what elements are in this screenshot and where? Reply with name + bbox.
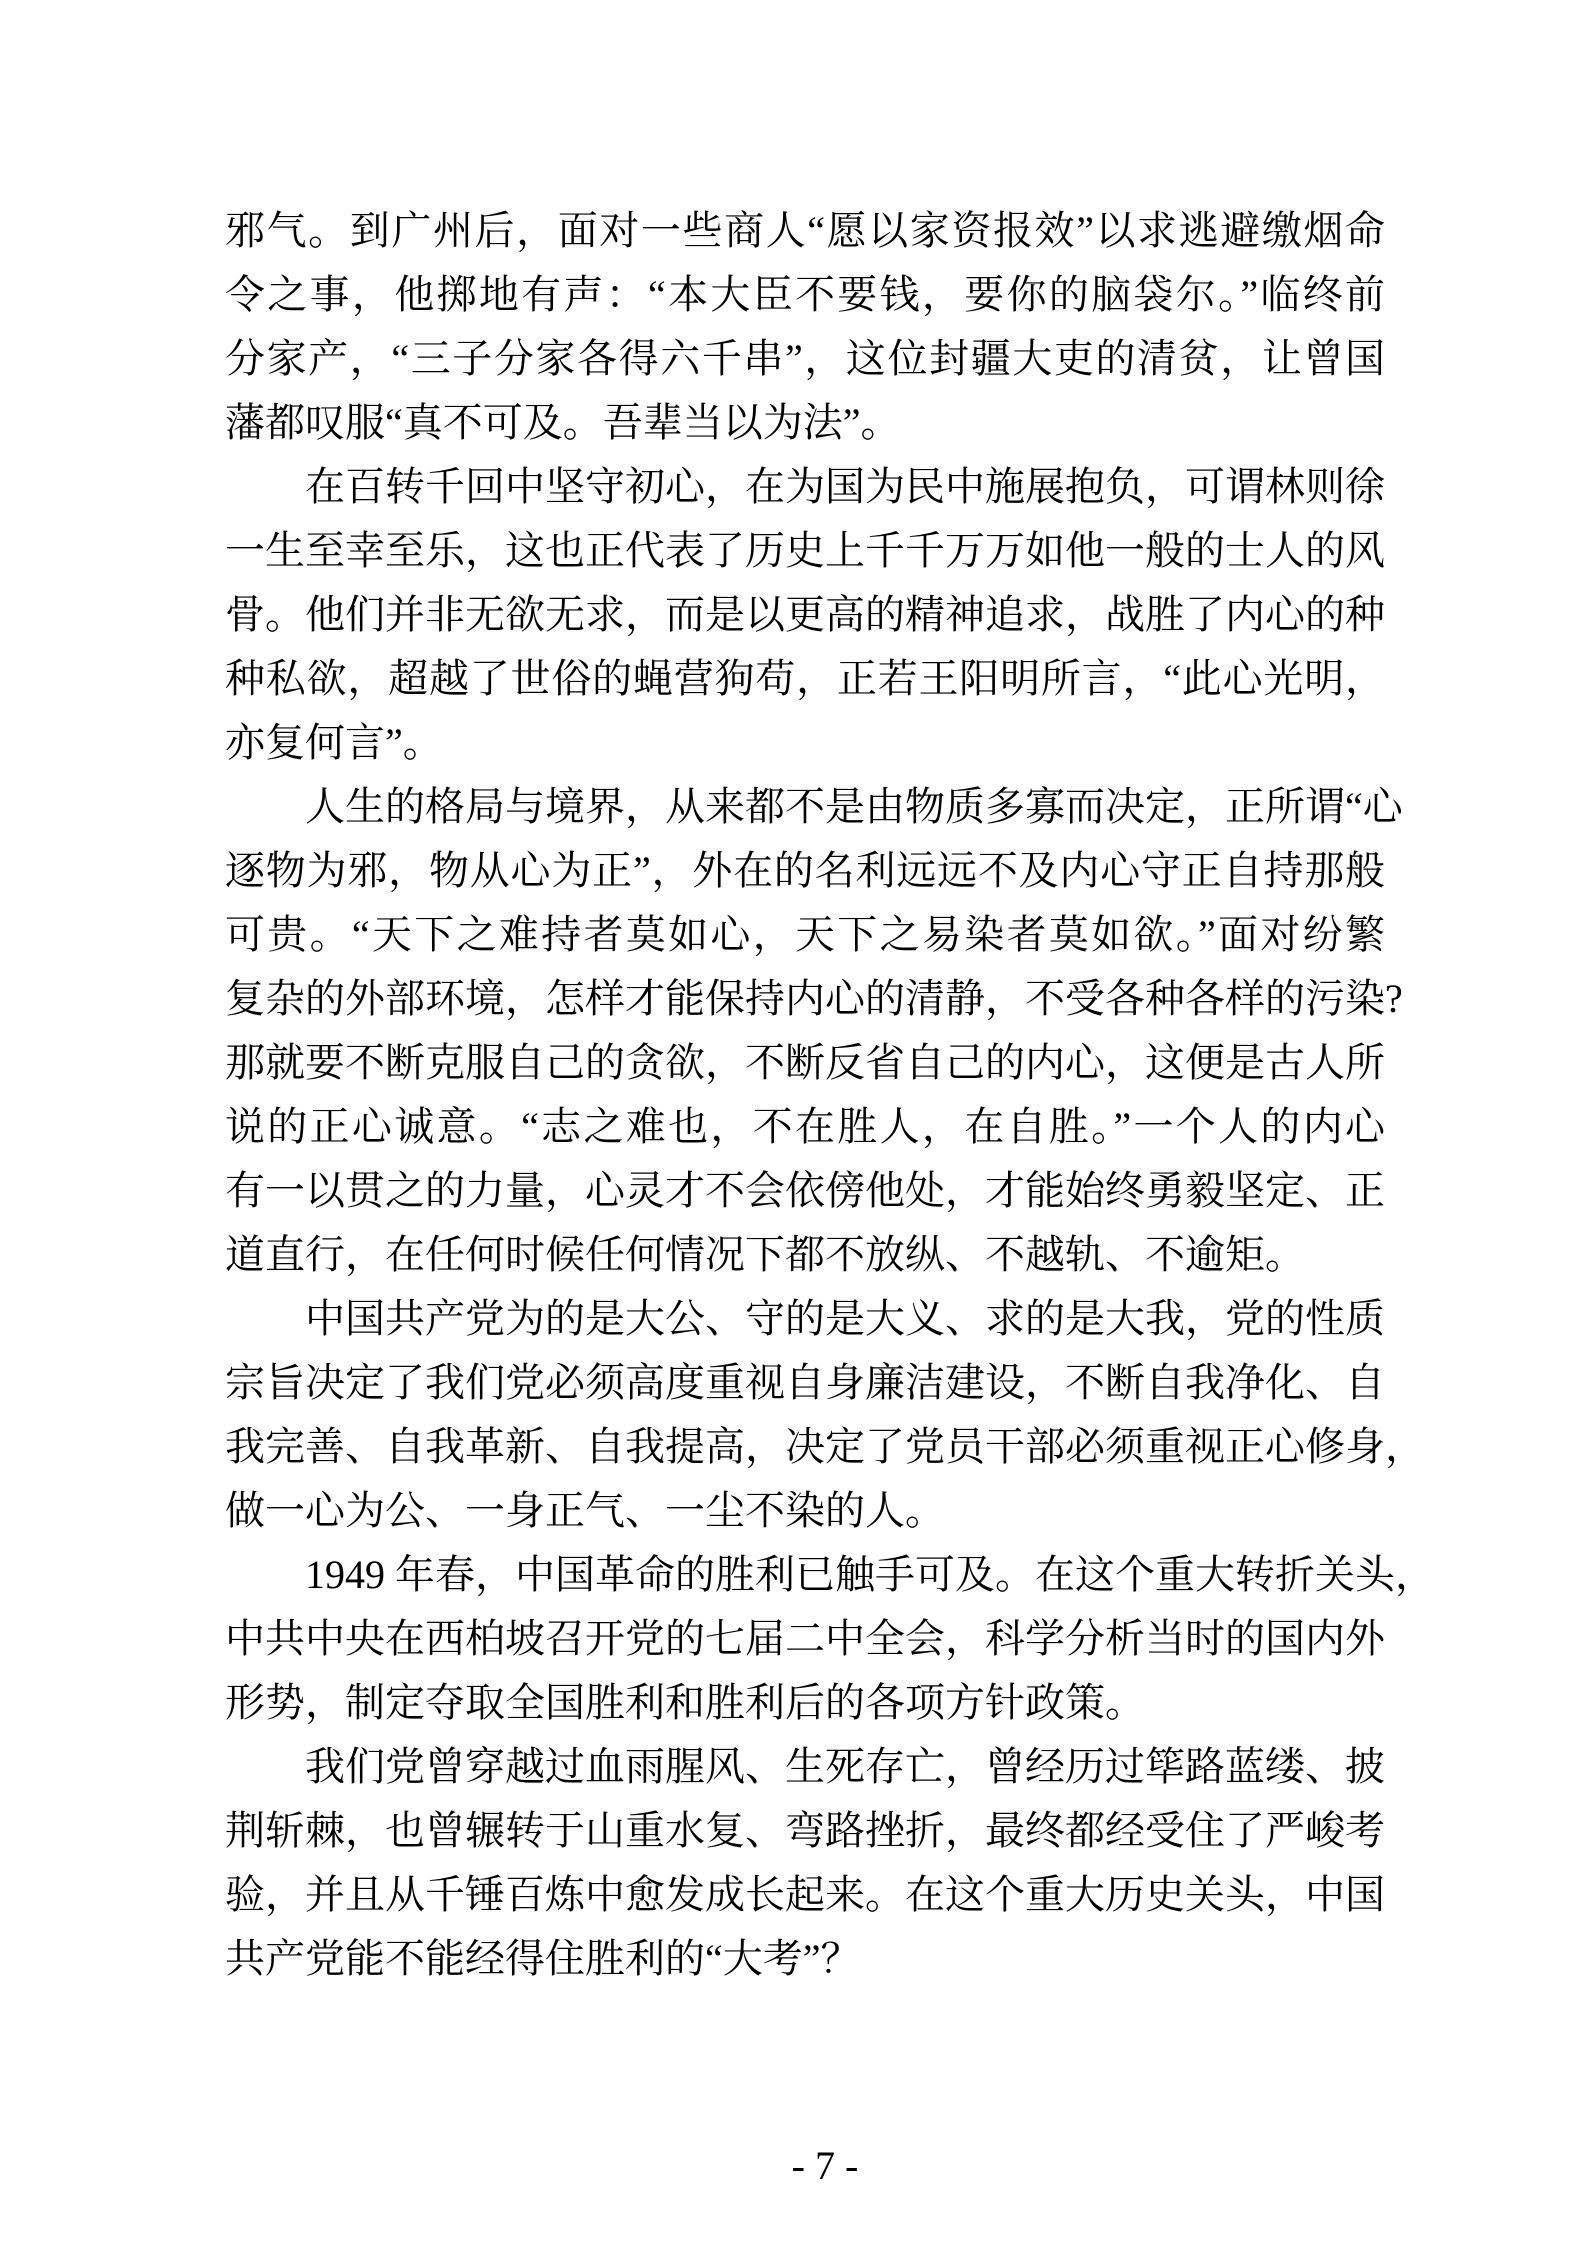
text-line: 我完善、自我革新、自我提高，决定了党员干部必须重视正心修身， bbox=[225, 1424, 1425, 1469]
text-line: 可贵。“天下之难持者莫如心，天下之易染者莫如欲。”面对纷繁 bbox=[225, 912, 1385, 957]
text-line: 一生至幸至乐，这也正代表了历史上千千万万如他一般的士人的风 bbox=[225, 528, 1385, 573]
text-line: 那就要不断克服自己的贪欲，不断反省自己的内心，这便是古人所 bbox=[225, 1040, 1385, 1085]
text-line: 中共中央在西柏坡召开党的七届二中全会，科学分析当时的国内外 bbox=[225, 1616, 1385, 1661]
text-line: 藩都叹服“真不可及。吾辈当以为法”。 bbox=[225, 400, 901, 445]
text-line: 验，并且从千锤百炼中愈发成长起来。在这个重大历史关头，中国 bbox=[225, 1872, 1385, 1917]
text-line: 种私欲，超越了世俗的蝇营狗苟，正若王阳明所言，“此心光明， bbox=[225, 656, 1385, 701]
text-line: 荆斩棘，也曾辗转于山重水复、弯路挫折，最终都经受住了严峻考 bbox=[225, 1808, 1385, 1853]
text-line: 骨。他们并非无欲无求，而是以更高的精神追求，战胜了内心的种 bbox=[225, 592, 1385, 637]
text-line: 中国共产党为的是大公、守的是大义、求的是大我，党的性质 bbox=[305, 1296, 1385, 1341]
page-number: - 7 - bbox=[791, 2143, 859, 2188]
text-line: 共产党能不能经得住胜利的“大考”？ bbox=[225, 1936, 861, 1981]
text-line: 做一心为公、一身正气、一尘不染的人。 bbox=[225, 1488, 945, 1533]
text-line: 在百转千回中坚守初心，在为国为民中施展抱负，可谓林则徐 bbox=[305, 464, 1385, 509]
text-line: 邪气。到广州后，面对一些商人“愿以家资报效”以求逃避缴烟命 bbox=[225, 208, 1385, 253]
document-body bbox=[225, 199, 1435, 1991]
text-line: 道直行，在任何时候任何情况下都不放纵、不越轨、不逾矩。 bbox=[225, 1232, 1305, 1277]
text-line: 逐物为邪，物从心为正”，外在的名利远远不及内心守正自持那般 bbox=[225, 848, 1385, 893]
text-line: 1949 年春，中国革命的胜利已触手可及。在这个重大转折关头， bbox=[305, 1552, 1435, 1597]
text-line: 令之事，他掷地有声：“本大臣不要钱，要你的脑袋尔。”临终前 bbox=[225, 272, 1385, 317]
text-line: 人生的格局与境界，从来都不是由物质多寡而决定，正所谓“心 bbox=[305, 784, 1403, 829]
text-line: 说的正心诚意。“志之难也，不在胜人，在自胜。”一个人的内心 bbox=[225, 1104, 1385, 1149]
text-line: 复杂的外部环境，怎样才能保持内心的清静，不受各种各样的污染? bbox=[225, 976, 1403, 1021]
text-line: 有一以贯之的力量，心灵才不会依傍他处，才能始终勇毅坚定、正 bbox=[225, 1168, 1385, 1213]
text-line: 亦复何言”。 bbox=[225, 720, 443, 765]
text-line: 宗旨决定了我们党必须高度重视自身廉洁建设，不断自我净化、自 bbox=[225, 1360, 1385, 1405]
text-line: 分家产，“三子分家各得六千串”，这位封疆大吏的清贫，让曾国 bbox=[225, 336, 1385, 381]
text-line: 形势，制定夺取全国胜利和胜利后的各项方针政策。 bbox=[225, 1680, 1145, 1725]
page-footer bbox=[225, 2070, 1385, 2188]
text-line: 我们党曾穿越过血雨腥风、生死存亡，曾经历过筚路蓝缕、披 bbox=[305, 1744, 1385, 1789]
